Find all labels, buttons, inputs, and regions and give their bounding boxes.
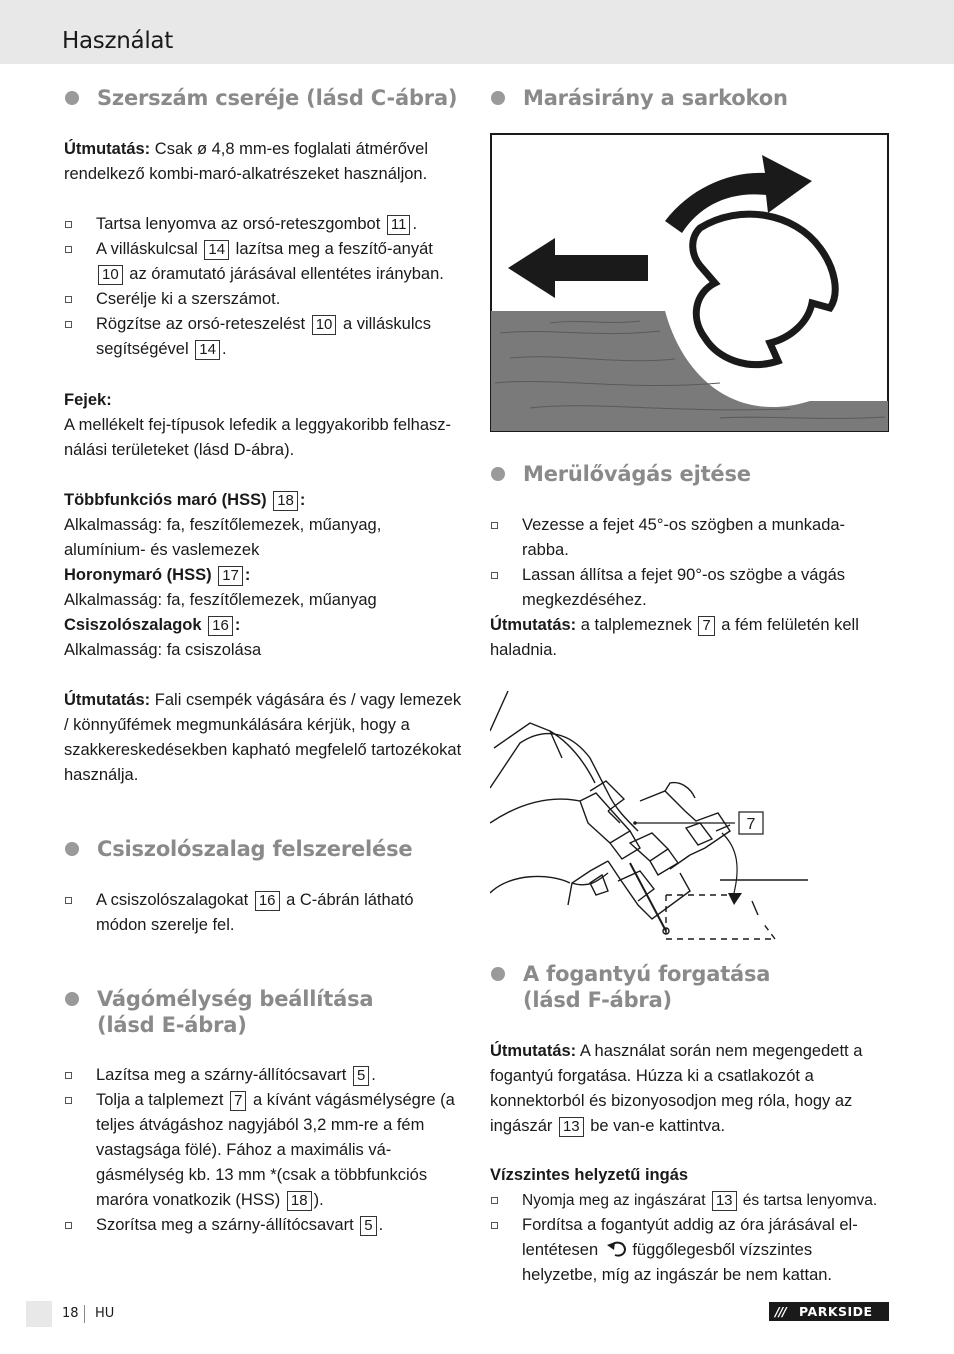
tool-change-steps [64, 212, 466, 362]
section-heading-handle-rotation [523, 961, 770, 1013]
part-ref: 18 [287, 1191, 312, 1211]
item-text: . [371, 1066, 376, 1084]
note-text: a fém felületén kell haladnia. [490, 616, 859, 659]
section-dot-icon [491, 967, 505, 981]
section-heading-plunge-cut [523, 461, 751, 487]
item-text: . [378, 1216, 384, 1234]
note-paragraph [490, 613, 890, 663]
tool-type-title [64, 613, 466, 638]
colon: : [244, 566, 251, 584]
square-bullet-icon [65, 897, 72, 904]
section-dot-icon [491, 91, 505, 105]
cut-depth-steps [64, 1063, 466, 1238]
note-text: be van-e kattintva. [585, 1117, 726, 1135]
item-text: a kívánt vágásmélységre (a teljes átvágáshoz nagyjából 3,2 mm-re a fém vastagsága fölé). Fához a maximális vá-gásmélység kb. 13 mm *(csak a többfunkciós maróra vonatkozik (HSS) [96, 1091, 455, 1209]
part-ref: 17 [218, 566, 243, 586]
colon: : [234, 616, 241, 634]
list-item [64, 1088, 466, 1213]
part-ref: 14 [204, 240, 229, 260]
item-text: Rögzítse az orsó-reteszelést [96, 315, 306, 333]
item-text: . [221, 340, 227, 358]
part-ref: 16 [255, 891, 280, 911]
colon: : [299, 491, 306, 509]
footer-divider [84, 1305, 85, 1323]
square-bullet-icon [491, 1222, 498, 1229]
list-item [64, 287, 466, 312]
heading-text: Csiszolószalag felszerelése [97, 837, 413, 861]
item-text: Vezesse a fejet 45°-os szögben a munkada-rabba. [522, 516, 846, 559]
footer-box [26, 1301, 52, 1327]
item-text: ). [313, 1191, 324, 1209]
heading-text: (lásd F-ábra) [523, 988, 672, 1012]
square-bullet-icon [65, 296, 72, 303]
part-ref: 16 [208, 616, 233, 636]
note-text: A használat során nem megengedett a fogantyú forgatása. Húzza ki a csatlakozót a konnektorból és bizonyosodjon meg róla, hogy az ingászár [490, 1042, 863, 1135]
note-label: Útmutatás: [490, 1042, 577, 1060]
list-item [64, 237, 466, 287]
item-text: a villáskulcs segítségével [96, 315, 431, 358]
tool-suitability: Alkalmasság: fa csiszolása [64, 641, 262, 659]
part-ref: 13 [559, 1117, 584, 1137]
note-label: Útmutatás: [64, 691, 151, 709]
square-bullet-icon [65, 321, 72, 328]
tool-name: Horonymaró (HSS) [64, 566, 212, 584]
rotate-ccw-icon [606, 1241, 628, 1257]
item-text: a C-ábrán látható módon szerelje fel. [96, 891, 414, 934]
brand-mark: /// [775, 1304, 786, 1319]
part-ref: 5 [353, 1066, 369, 1086]
heads-paragraph [64, 388, 466, 463]
tool-name: Többfunkciós maró (HSS) [64, 491, 267, 509]
tool-name: Csiszolószalagok [64, 616, 202, 634]
note-label: Útmutatás: [490, 616, 577, 634]
list-item [64, 888, 466, 938]
part-ref: 13 [712, 1191, 737, 1211]
page-title: Használat [62, 28, 173, 54]
item-text: A villáskulcsal [96, 240, 198, 258]
heading-text: (lásd E-ábra) [97, 1013, 247, 1037]
item-text: lazítsa meg a feszítő-anyát [231, 240, 433, 258]
item-text: Cserélje ki a szerszámot. [96, 290, 281, 308]
section-dot-icon [491, 467, 505, 481]
part-ref: 5 [360, 1216, 376, 1236]
handle-note [490, 1039, 890, 1139]
item-text: A csiszolószalagokat [96, 891, 249, 909]
part-ref: 10 [312, 315, 337, 335]
item-text: Lassan állítsa a fejet 90°-os szögbe a vágás megkezdéséhez. [522, 566, 846, 609]
item-text: az óramutató járásával ellentétes irányban. [124, 265, 444, 283]
heads-label: Fejek: [64, 391, 112, 409]
list-item [64, 212, 466, 237]
square-bullet-icon [65, 1222, 72, 1229]
note-label: Útmutatás: [64, 140, 151, 158]
tool-suitability: Alkalmasság: fa, feszítőlemezek, műanyag [64, 591, 377, 609]
list-item [490, 1188, 890, 1213]
item-text: Fordítsa a fogantyút addig az óra járásával el-lentétesen [522, 1216, 858, 1259]
heading-text: Szerszám cseréje (lásd C-ábra) [97, 86, 458, 110]
item-text: függőlegesből vízszintes helyzetbe, míg az ingászár be nem kattan. [522, 1241, 833, 1284]
list-item [490, 513, 890, 563]
section-dot-icon [65, 91, 79, 105]
square-bullet-icon [491, 572, 498, 579]
square-bullet-icon [65, 1097, 72, 1104]
item-text: . [412, 215, 418, 233]
note-text: a talplemeznek [576, 616, 692, 634]
heading-text: Marásirány a sarkokon [523, 86, 788, 110]
list-item [64, 1213, 466, 1238]
part-ref: 7 [698, 616, 714, 636]
item-text: Tolja a talplemezt [96, 1091, 224, 1109]
brand-logo [769, 1302, 889, 1321]
note-paragraph [64, 137, 466, 187]
section-heading-tool-change [97, 85, 457, 111]
tool-suitability: Alkalmasság: fa, feszítőlemezek, műanyag, alumínium- és vaslemezek [64, 516, 382, 559]
section-heading-cut-depth [97, 986, 373, 1038]
part-ref: 7 [230, 1091, 246, 1111]
item-text: Szorítsa meg a szárny-állítócsavart [96, 1216, 354, 1234]
tool-type-title [64, 563, 466, 588]
part-ref: 10 [98, 265, 123, 285]
square-bullet-icon [491, 1197, 498, 1204]
list-item [64, 1063, 466, 1088]
rotate-arrow-icon [728, 893, 742, 905]
heads-text: A mellékelt fej-típusok lefedik a leggyakoribb felhasz-nálási területeket (lásd D-ábra). [64, 416, 452, 459]
section-heading-milling-direction [523, 85, 788, 111]
heading-text: Merülővágás ejtése [523, 462, 751, 486]
item-text: Tartsa lenyomva az orsó-reteszgombot [96, 215, 381, 233]
item-text: Lazítsa meg a szárny-állítócsavart [96, 1066, 347, 1084]
square-bullet-icon [65, 1072, 72, 1079]
square-bullet-icon [65, 221, 72, 228]
milling-direction-figure [490, 133, 890, 433]
item-text: és tartsa lenyomva. [738, 1192, 878, 1209]
heading-text: A fogantyú forgatása [523, 962, 771, 986]
plunge-steps [490, 513, 890, 663]
brand-name: PARKSIDE [799, 1304, 873, 1319]
list-item [64, 312, 466, 362]
tool-type-title [64, 488, 466, 513]
subheading: Vízszintes helyzetű ingás [490, 1166, 689, 1184]
list-item [490, 1213, 890, 1288]
note-text: Csak ø 4,8 mm-es foglalati átmérővel rendelkező kombi-maró-alkatrészeket használjon. [64, 140, 429, 183]
part-ref: 14 [195, 340, 220, 360]
page-number: 18 [62, 1306, 79, 1321]
part-ref: 11 [387, 215, 411, 235]
heading-text: Vágómélység beállítása [97, 987, 374, 1011]
section-dot-icon [65, 992, 79, 1006]
note-paragraph-2 [64, 688, 466, 788]
item-text: Nyomja meg az ingászárat [522, 1192, 706, 1209]
square-bullet-icon [65, 246, 72, 253]
square-bullet-icon [491, 522, 498, 529]
horizontal-swing-section [490, 1163, 890, 1288]
list-item [490, 563, 890, 613]
sanding-steps [64, 888, 466, 938]
callout-label: 7 [746, 816, 756, 833]
note-text: Fali csempék vágására és / vagy lemezek / könnyűfémek megmunkálására kérjük, hogy a szakkereskedésekben kapható megfelelő tartozékokat használja. [64, 691, 462, 784]
tool-types [64, 488, 466, 663]
section-heading-sanding-band [97, 836, 412, 862]
section-dot-icon [65, 842, 79, 856]
part-ref: 18 [273, 491, 298, 511]
plunge-cut-figure [490, 683, 890, 945]
language-code: HU [95, 1306, 115, 1321]
